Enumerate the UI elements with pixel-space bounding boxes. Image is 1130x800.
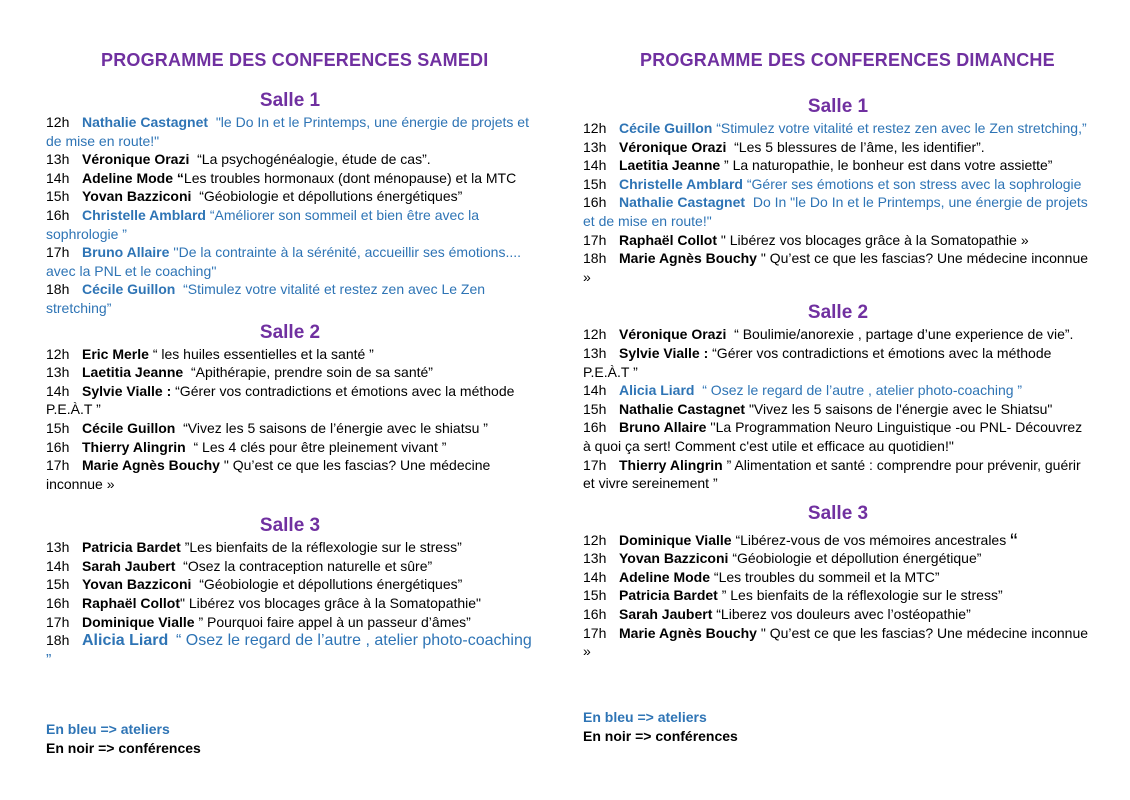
schedule-entry bbox=[46, 169, 534, 188]
speaker-name: Bruno Allaire bbox=[619, 419, 707, 436]
entry-time: 13h bbox=[583, 550, 607, 567]
talk-title: ” Pourquoi faire appel à un passeur d’âmes” bbox=[198, 613, 471, 630]
schedule-entry bbox=[583, 624, 1093, 661]
entry-time: 15h bbox=[583, 587, 607, 604]
entry-time: 15h bbox=[583, 175, 607, 192]
talk-title: “Libérez-vous de vos mémoires ancestrales bbox=[735, 531, 1007, 548]
entry-time: 12h bbox=[583, 326, 607, 343]
schedule-entry bbox=[583, 605, 1093, 624]
schedule-entry bbox=[46, 538, 534, 557]
entry-time: 17h bbox=[46, 613, 70, 630]
talk-title: “Les 5 blessures de l’âme, les identifier”. bbox=[734, 138, 985, 155]
schedule-entry bbox=[46, 456, 534, 493]
schedule-entry bbox=[583, 325, 1093, 344]
talk-title: “Vivez les 5 saisons de l’énergie avec le shiatsu ” bbox=[183, 419, 488, 436]
talk-title: “Géobiologie et dépollution énergétique” bbox=[732, 550, 982, 567]
entry-time: 14h bbox=[46, 382, 70, 399]
saturday-title: PROGRAMME DES CONFERENCES SAMEDI bbox=[101, 50, 489, 70]
talk-title: ”Les bienfaits de la réflexologie sur le stress” bbox=[184, 539, 462, 556]
entry-time: 13h bbox=[583, 138, 607, 155]
speaker-name: Marie Agnès Bouchy bbox=[619, 250, 757, 267]
speaker-name: Yovan Bazziconi bbox=[619, 550, 729, 567]
saturday-salle-2-title: Salle 2 bbox=[259, 321, 321, 343]
speaker-name: Alicia Liard bbox=[82, 632, 169, 650]
talk-title: “Stimulez votre vitalité et restez zen avec le Zen stretching,” bbox=[716, 120, 1087, 136]
speaker-name: Thierry Alingrin bbox=[619, 456, 723, 473]
schedule-entry bbox=[583, 400, 1093, 419]
talk-title: "le Do In et le Printemps, une énergie de projets et de mise en route!" bbox=[46, 114, 529, 149]
speaker-name: Sarah Jaubert bbox=[619, 606, 713, 623]
entry-time: 15h bbox=[583, 400, 607, 417]
speaker-name: Nathalie Castagnet bbox=[619, 194, 746, 211]
entry-time: 13h bbox=[46, 364, 70, 381]
schedule-entry bbox=[583, 231, 1093, 250]
entry-time: 15h bbox=[46, 188, 70, 205]
talk-title: " Qu’est ce que les fascias? Une médecine inconnue » bbox=[583, 624, 1089, 660]
entry-time: 18h bbox=[46, 632, 70, 649]
speaker-name: Laetitia Jeanne bbox=[619, 157, 721, 174]
speaker-name: Thierry Alingrin bbox=[82, 438, 186, 455]
entry-time: 17h bbox=[583, 456, 607, 473]
entry-time: 14h bbox=[583, 568, 607, 585]
sunday-title: PROGRAMME DES CONFERENCES DIMANCHE bbox=[640, 50, 1055, 70]
entry-time: 15h bbox=[46, 419, 70, 436]
speaker-name: Nathalie Castagnet bbox=[82, 114, 209, 130]
saturday-salle-3-title: Salle 3 bbox=[259, 515, 321, 537]
schedule-entry bbox=[46, 345, 534, 364]
speaker-name: Véronique Orazi bbox=[619, 138, 727, 155]
speaker-name: Adeline Mode “ bbox=[82, 169, 184, 186]
saturday-sections bbox=[46, 90, 534, 670]
talk-title: ” Les bienfaits de la réflexologie sur le stress” bbox=[721, 587, 1003, 604]
speaker-name: Nathalie Castagnet bbox=[619, 400, 746, 417]
talk-title: “Gérer vos contradictions et émotions avec la méthode P.E.À.T ” bbox=[46, 382, 515, 418]
speaker-name: Dominique Vialle bbox=[82, 613, 195, 630]
speaker-name: Patricia Bardet bbox=[82, 539, 181, 556]
talk-title: Do In "le Do In et le Printemps, une énergie de projets et de mise en route!" bbox=[583, 194, 1088, 229]
talk-title: "Vivez les 5 saisons de l'énergie avec le Shiatsu" bbox=[748, 400, 1053, 417]
saturday-salle-1-title: Salle 1 bbox=[259, 90, 321, 111]
schedule-entry bbox=[46, 363, 534, 382]
speaker-name: Eric Merle bbox=[82, 345, 149, 362]
talk-title: “Apithérapie, prendre soin de sa santé” bbox=[190, 364, 433, 381]
entry-time: 17h bbox=[583, 231, 607, 248]
speaker-name: Véronique Orazi bbox=[82, 151, 190, 168]
schedule-entry bbox=[46, 243, 534, 280]
speaker-name: Marie Agnès Bouchy bbox=[82, 457, 220, 474]
schedule-entry bbox=[46, 187, 534, 206]
speaker-name: Sylvie Vialle : bbox=[82, 382, 172, 399]
sunday-legend bbox=[583, 708, 738, 745]
entry-time: 16h bbox=[583, 606, 607, 623]
talk-title: Les troubles hormonaux (dont ménopause) et la MTC bbox=[183, 169, 517, 186]
speaker-name: Marie Agnès Bouchy bbox=[619, 624, 757, 641]
schedule-entry bbox=[46, 150, 534, 169]
schedule-entry bbox=[583, 381, 1093, 400]
schedule-entry bbox=[583, 418, 1093, 455]
sunday-salle-1-title: Salle 1 bbox=[807, 96, 869, 117]
talk-title: “Gérer ses émotions et son stress avec la sophrologie bbox=[746, 175, 1082, 192]
entry-time: 17h bbox=[46, 244, 70, 261]
saturday-legend bbox=[46, 720, 201, 757]
talk-title: “Les troubles du sommeil et la MTC” bbox=[713, 568, 940, 585]
legend-ateliers: En bleu => ateliers bbox=[46, 721, 170, 737]
talk-title: “ Osez le regard de l’autre , atelier photo-coaching ” bbox=[702, 382, 1023, 399]
legend-ateliers: En bleu => ateliers bbox=[583, 709, 707, 725]
schedule-entry bbox=[583, 175, 1093, 194]
schedule-entry bbox=[583, 586, 1093, 605]
speaker-name: Raphaël Collot bbox=[619, 231, 718, 248]
talk-title: " Qu’est ce que les fascias? Une médecine inconnue » bbox=[46, 457, 491, 492]
entry-time: 13h bbox=[583, 344, 607, 361]
schedule-entry bbox=[46, 419, 534, 438]
schedule-entry bbox=[583, 344, 1093, 381]
entry-time: 12h bbox=[46, 345, 70, 362]
entry-time: 18h bbox=[583, 250, 607, 267]
schedule-entry bbox=[46, 613, 534, 632]
entry-time: 16h bbox=[46, 595, 70, 612]
stray-quote-mark: “ bbox=[1010, 528, 1018, 554]
sunday-salle-2-title: Salle 2 bbox=[807, 302, 869, 324]
entry-time: 12h bbox=[583, 531, 607, 548]
speaker-name: Christelle Amblard bbox=[619, 175, 743, 192]
schedule-entry bbox=[46, 206, 534, 243]
talk-title: ” Alimentation et santé : comprendre pour prévenir, guérir et vivre sereinement ” bbox=[583, 456, 1081, 492]
schedule-entry bbox=[583, 193, 1093, 230]
speaker-name: Yovan Bazziconi bbox=[82, 188, 192, 205]
speaker-name: Laetitia Jeanne bbox=[82, 364, 184, 381]
entry-time: 16h bbox=[46, 438, 70, 455]
talk-title: “Liberez vos douleurs avec l’ostéopathie” bbox=[716, 606, 971, 623]
schedule-entry bbox=[583, 156, 1093, 175]
speaker-name: Raphaël Collot bbox=[82, 595, 181, 612]
entry-time: 13h bbox=[46, 539, 70, 556]
talk-title: ''La Programmation Neuro Linguistique -ou PNL- Découvrez à quoi ça sert! Comment c'est utile et efficace au quotidien!" bbox=[583, 419, 1083, 454]
entry-time: 16h bbox=[583, 419, 607, 436]
sunday-salle-3-title: Salle 3 bbox=[807, 502, 869, 524]
sunday-sections bbox=[583, 96, 1093, 661]
talk-title: ” La naturopathie, le bonheur est dans votre assiette” bbox=[724, 157, 1053, 174]
schedule-entry bbox=[46, 557, 534, 576]
schedule-entry bbox=[583, 456, 1093, 493]
talk-title: “ Osez le regard de l’autre , atelier photo-coaching ” bbox=[46, 632, 532, 669]
entry-time: 14h bbox=[46, 557, 70, 574]
talk-title: “Améliorer son sommeil et bien être avec la sophrologie ” bbox=[46, 206, 480, 242]
schedule-entry bbox=[583, 138, 1093, 157]
talk-title: “ les huiles essentielles et la santé ” bbox=[152, 345, 374, 362]
schedule-entry bbox=[46, 382, 534, 419]
legend-conferences: En noir => conférences bbox=[46, 739, 201, 756]
speaker-name: Véronique Orazi bbox=[619, 326, 727, 343]
schedule-entry bbox=[46, 575, 534, 594]
speaker-name: Dominique Vialle bbox=[619, 531, 732, 548]
entry-time: 15h bbox=[46, 576, 70, 593]
talk-title: “Osez la contraception naturelle et sûre” bbox=[183, 557, 433, 574]
speaker-name: Adeline Mode bbox=[619, 568, 711, 585]
entry-time: 17h bbox=[46, 457, 70, 474]
entry-time: 12h bbox=[46, 114, 70, 130]
entry-time: 18h bbox=[46, 281, 70, 298]
schedule-entry bbox=[46, 594, 534, 613]
talk-title: “La psychogénéalogie, étude de cas”. bbox=[197, 151, 431, 168]
speaker-name: Sylvie Vialle : bbox=[619, 344, 709, 361]
schedule-entry bbox=[46, 280, 534, 317]
entry-time: 16h bbox=[583, 194, 607, 211]
entry-time: 13h bbox=[46, 151, 70, 168]
entry-time: 16h bbox=[46, 206, 70, 223]
speaker-name: Cécile Guillon bbox=[619, 120, 713, 136]
schedule-entry bbox=[583, 119, 1093, 138]
talk-title: “Gérer vos contradictions et émotions avec la méthode P.E.À.T ” bbox=[583, 344, 1052, 380]
entry-time: 17h bbox=[583, 624, 607, 641]
talk-title: “Géobiologie et dépollutions énergétiques” bbox=[199, 576, 463, 593]
speaker-name: Sarah Jaubert bbox=[82, 557, 176, 574]
schedule-entry bbox=[583, 568, 1093, 587]
entry-time: 14h bbox=[583, 382, 607, 399]
schedule-entry bbox=[583, 249, 1093, 286]
entry-time: 14h bbox=[583, 157, 607, 174]
schedule-entry bbox=[46, 631, 534, 670]
talk-title: “ Les 4 clés pour être pleinement vivant ” bbox=[193, 438, 447, 455]
speaker-name: Yovan Bazziconi bbox=[82, 576, 192, 593]
speaker-name: Cécile Guillon bbox=[82, 281, 176, 298]
talk-title: " Libérez vos blocages grâce à la Somatopathie » bbox=[720, 231, 1029, 248]
speaker-name: Cécile Guillon bbox=[82, 419, 176, 436]
talk-title: " Qu’est ce que les fascias? Une médecine inconnue » bbox=[583, 250, 1089, 285]
schedule-entry bbox=[46, 438, 534, 457]
speaker-name: Bruno Allaire bbox=[82, 244, 170, 261]
speaker-name: Christelle Amblard bbox=[82, 206, 206, 223]
legend-conferences: En noir => conférences bbox=[583, 727, 738, 744]
schedule-entry bbox=[583, 528, 1093, 554]
schedule-entry bbox=[46, 113, 534, 150]
talk-title: ''De la contrainte à la sérénité, accueillir ses émotions.... avec la PNL et le coaching'' bbox=[46, 244, 522, 279]
entry-time: 12h bbox=[583, 120, 607, 136]
talk-title: " Libérez vos blocages grâce à la Somatopathie" bbox=[180, 595, 482, 612]
talk-title: “ Boulimie/anorexie , partage d’une experience de vie”. bbox=[734, 326, 1074, 343]
entry-time: 14h bbox=[46, 169, 70, 186]
speaker-name: Patricia Bardet bbox=[619, 587, 718, 604]
talk-title: “Stimulez votre vitalité et restez zen avec Le Zen stretching” bbox=[46, 281, 486, 316]
talk-title: “Géobiologie et dépollutions énergétiques” bbox=[199, 188, 463, 205]
speaker-name: Alicia Liard bbox=[619, 382, 695, 399]
